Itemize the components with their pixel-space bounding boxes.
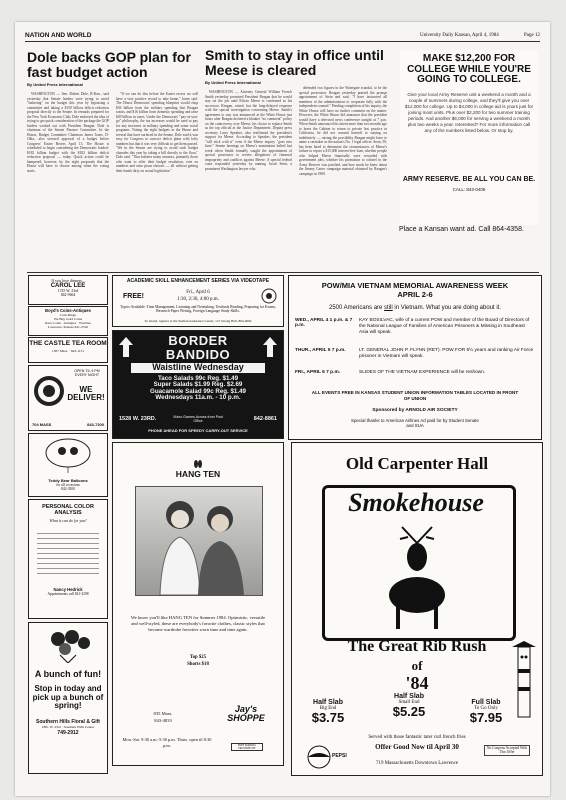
academic-skills-ad <box>112 275 284 327</box>
bandido-games: Video Games Across from Post Office <box>173 415 223 423</box>
smoke-served: Served with those fantastic tater curl french fries <box>368 735 466 740</box>
article-column: defended two figures in the Watergate scandal, to be the special prosecutor. Reagan yesterday praised the prompt appointment of Stein and said, "I have instructed all members of the administration to cooperate fully with the independent counsel." Pending completion of his inquiry, the White House will have no further comment on the matter. However, the White House did announce that the president would have a televised news conference tonight at 7 p.m. When Smith announced his intent more than two months ago to leave the Cabinet to return to private law practice in California, he did not commit himself to staying on indefinitely — raising the possibility Reagan might have to name a caretaker as the nation's No. 1 legal officer. Stein, 59, has been hired to determine the circumstances of Meese's failure to report a $15,000 interest-free loan, whether people who helped Meese financially were rewarded with government jobs, whether his promotion to colonel in the Army Reserve was justified, and how much he knew about the Jimmy Carter campaign material obtained by Reagan's campaign in 1980. <box>299 86 387 176</box>
hang-ten-photo <box>135 486 263 596</box>
rib-rush-of: of <box>411 658 423 673</box>
boyds-name: Boyd's Coins-Antiques <box>45 308 91 313</box>
pepsi-logo-icon <box>306 745 332 769</box>
totem-pole-icon <box>510 639 538 719</box>
newspaper-page <box>15 22 550 796</box>
we-deliver-ad <box>28 365 108 431</box>
hang-ten-ad <box>112 442 284 766</box>
carol-addr: 1745 W. 23rd <box>57 289 79 293</box>
bandido-carryout: PHONE AHEAD FOR SPEEDY CARRY-OUT SERVICE <box>148 428 248 433</box>
hang-ten-hours: Mon.-Sat. 9:30 a.m.-5:30 p.m. Thurs. open til 8:30 p.m. <box>122 737 212 748</box>
jays-shoppe-logo: Jay's SHOPPE <box>227 704 265 724</box>
page-header <box>25 32 540 42</box>
hang-ten-copy: We know you'll like HANG TEN for Summer 1984. Optimistic, versatile and well-styled, these are everybody's favorite clothes, classic styles that become wardrobe favorites worn time and time again. <box>130 615 266 632</box>
hang-ten-price: Top $25 <box>189 655 207 660</box>
teddy-text: for all occasions <box>56 483 80 487</box>
teddy-phone: 842-3500 <box>61 487 75 491</box>
pow-thanks: Special thanks to American Airlines Ad paid for by Student Senate and SUA <box>351 418 479 429</box>
carol-phone: 842-9664 <box>60 293 76 297</box>
skills-dates: Fri., April 6 <box>186 290 210 295</box>
color-sub: What it can do for you! <box>49 518 87 523</box>
color-name: Nancy Hedrick <box>53 587 83 592</box>
bandido-promo: Waistline Wednesday <box>131 363 265 372</box>
bandido-figure-icon <box>117 335 135 359</box>
boyds-address: Lawrence, Kansas 841-2316 <box>48 325 88 329</box>
byline: By United Press International <box>27 82 83 88</box>
army-body: Give your local Army Reserve unit a weekend a month and a couple of summers during college, and they'll give you over $12,000 for college. Up to $4,000 in college aid is yours just for joining most units. Plus over $2,200 for two summer training periods. And another $6,000 for serving a weekend a month plus two weeks a year. Interested? For more information call any of the numbers listed below. Or stop by. <box>404 91 534 133</box>
kansas-seal-icon <box>261 288 277 304</box>
skills-free: FREE! <box>123 293 144 300</box>
army-phone: CALL: 843-0405 <box>452 186 486 192</box>
flowers-headline: A bunch of fun! <box>34 669 102 679</box>
boyds-coins-ad <box>28 306 108 336</box>
menu-item: Guacamole Salad 99c Reg. $1.49 <box>150 387 246 395</box>
balloon-icon <box>38 437 98 473</box>
pow-location: ALL EVENTS FREE IN KANSAS STUDENT UNION INFORMATION TABLES LOCATED IN FRONT OF UNION <box>311 390 519 401</box>
price-item: Half Slab Big End $3.75 <box>311 699 345 726</box>
pizza-logo-icon <box>32 374 66 408</box>
models-photo-icon <box>136 487 262 595</box>
event-when: THUR., APRIL 5 7 p.m. <box>295 348 346 353</box>
deliver-phone: 843-7200 <box>87 422 104 427</box>
hang-ten-price: Shorts $18 <box>187 662 209 667</box>
smoke-address: 719 Massachusetts Downtown Lawrence <box>375 761 459 766</box>
skills-register: To attend, register at the Student Assistance Center, 121 Strong Hall, 864-4064 <box>144 319 252 323</box>
army-title: MAKE $12,200 FOR COLLEGE WHILE YOU'RE GOING TO COLLEGE. <box>407 53 531 85</box>
boyds-line: We Buy Gold Coins <box>53 317 83 321</box>
pepsi-label: PEPSI <box>332 753 347 759</box>
smoke-name: Smokehouse <box>348 488 484 517</box>
pow-dates: APRIL 2-6 <box>397 289 433 299</box>
rib-rush-headline: The Great Rib Rush <box>347 638 487 655</box>
rib-rush-year: '84 <box>405 673 429 693</box>
army-reserve-ad <box>400 50 538 225</box>
section-label: NATION AND WORLD <box>25 32 92 39</box>
story-smith <box>205 48 390 248</box>
classified-ad-line: Place a Kansan want ad. Call 864-4358. <box>399 226 524 233</box>
castle-tea-room-ad <box>28 337 108 363</box>
flower-bunch-icon <box>38 627 98 663</box>
skills-title: ACADEMIC SKILL ENHANCEMENT SERIES VIA VIDEOTAPE <box>126 278 270 284</box>
pow-still: still <box>384 304 393 311</box>
carol-name: CAROL LEE <box>50 283 86 289</box>
smoke-coupons: No Coupons Accepted With This Offer <box>484 745 530 756</box>
teddy-name: Teddy Bear Balloons <box>48 478 88 483</box>
article-column: WASHINGTON — Attorney General William French Smith yesterday promised President Reagan that he would stay on the job until Edwin Meese is confirmed as his successor. Reagan, raised, but the long-delayed response with the special investigation concerning Meese. Smith's agreement to stay was announced at the White House just hours after Reagan declared a blanket "no comment" policy on the controversy over Meese, his choice to replace Smith as the top official at the Justice Department. Deputy press secretary Larry Speakes, also reaffirmed the president's support for Meese. According to Speakes, the president "will stick with it" even if the Meese inquiry "goes into June." Senate hearings on Meese's nomination halted last week when Smith formally sought the appointment of special prosecutor to review allegations of financial impropriety and conflicts against Meese. A special federal court responded yesterday by naming Jacob Stein, a prominent Washington lawyer who <box>205 90 292 171</box>
paper-dateline: University Daily Kansan, April 4, 1984 <box>420 33 499 38</box>
pow-sponsor: Sponsored by ARNOLD AIR SOCIETY <box>372 408 458 413</box>
menu-item: Super Salads $1.99 Reg. $2.69 <box>153 381 243 389</box>
flowers-name: Southern Hills Floral & Gift <box>36 718 100 725</box>
deliver-address: 704 MASS <box>32 422 52 427</box>
menu-item: Wednesdays 11a.m. - 10 p.m. <box>155 394 241 402</box>
bandido-figure-icon <box>261 335 279 359</box>
article-column: "If we can do this before the Easter recess we will have a very positive record to take home," Jones said. The House Democrats' spending blueprint would chop $36 billion from the military spending that Reagan wants, and $16 billion from domestic spending and raise $49 billion in taxes. Under the Democrats' "pay-as-you-go" philosophy, the tax increases would be used to pay for any increases in military spending and some social programs. Noting the eight budgets in the House and several that have surfaced in the Senate, Dole said it was easy for Congress to concoct deficit plans with lofty numbers but that it was very difficult to get them passed. "We in the Senate are trying to avoid such budget charades this year by taking a bill directly to the floor," Dole said. "That bolsters many senators, primarily those who want to offer their budget resolution, vote on numbers and raise pious rhetoric — all without getting their hands dirty on actual legislation." <box>116 92 198 173</box>
article-column: WASHINGTON — Sen. Robert Dole, R-Kan., said yesterday that Senate leaders were trying to avoid "tinkering" on the budget this year by bypassing a committee and taking a $150 billion deficit reduction proposal directly to the Senate. In remarks prepared for the New York Economic Club, Dole endorsed the idea of trying to get quick consideration of the package the GOP leaders worked out with President Reagan. Dole is chairman of the Senate Finance Committee. In the House, Budget Committee Chairman James Jones, D-Okla., also stressed approval of a budget before Congress' Easter Recess April 13. The House is scheduled to begin considering the Democratic leaders' $182 billion budget with the $182 billion deficit reduction proposal — today. Quick action could be hampered, however, by the eight proposals that the House will have to choose among when the voting starts. <box>27 92 109 173</box>
hang-ten-address: 835 Mass. <box>153 711 173 716</box>
pow-mia-ad <box>288 275 542 440</box>
flowers-address: 1801 W. 23rd · Southern Hills Center <box>41 724 95 729</box>
event-when: WED., APRIL 4 1 p.m. & 7 p.m. <box>295 318 353 328</box>
flowers-tagline: Stop in today and pick up a bunch of spring! <box>32 684 104 711</box>
deliver-slogan: WE DELIVER! <box>67 385 105 403</box>
bandido-phone: 842-8861 <box>253 416 277 422</box>
smoke-top: Old Carpenter Hall <box>345 454 489 473</box>
headline: Dole backs GOP plan for fast budget action <box>27 49 191 80</box>
deliver-hours: OPEN TIL 9 PM EVERY NIGHT <box>74 369 100 377</box>
headline: Smith to stay in office until Meese is cleared <box>205 47 384 78</box>
bandido-name: BORDER BANDIDO <box>165 333 231 362</box>
divider <box>27 272 539 273</box>
event-what: LT. GENERAL JOHN P. FLYNN (RET). POW FOR 5½ years and ranking Air Force prisoner in Vietnam will speak. <box>359 348 534 359</box>
border-bandido-ad <box>112 330 284 439</box>
teddy-bear-balloons-ad <box>28 433 108 497</box>
castle-address: 1307 Mass. · 843-1151 <box>51 349 85 353</box>
flowers-phone: 749-2912 <box>57 729 79 736</box>
hang-ten-brand: HANG TEN <box>175 469 221 479</box>
soldier-illustration <box>213 251 289 271</box>
story-dole <box>27 50 199 275</box>
color-placeholder-lines <box>37 529 99 575</box>
event-when: FRI., APRIL 6 7 p.m. <box>295 370 341 375</box>
price-item: Half Slab Small End $5.25 <box>392 693 426 720</box>
castle-name: THE CASTLE TEA ROOM <box>29 340 107 347</box>
event-what: KAY BOSILVAC, wife of a current POW and member of the Board of Directors of the National League of Families of American Prisoners & Missing in Southeast Asia will speak. <box>359 318 530 335</box>
carol-lee-ad <box>28 275 108 305</box>
army-tagline: ARMY RESERVE. BE ALL YOU CAN BE. <box>402 175 536 183</box>
color-title: PERSONAL COLOR ANALYSIS <box>42 504 94 516</box>
carol-line: If you love dinners... <box>51 278 85 283</box>
elk-illustration-icon <box>362 523 472 633</box>
skills-times: 1:30, 2:30, 4:00 p.m. <box>177 297 219 302</box>
hang-ten-feet-logo-icon <box>192 457 204 469</box>
event-what: SLIDES OF THE VIETNAM EXPERIENCE will be reshown. <box>359 370 486 375</box>
southern-hills-floral-ad <box>28 622 108 774</box>
page-number: Page 12 <box>524 33 540 38</box>
bandido-menu <box>113 376 283 402</box>
smokehouse-ad <box>291 442 543 776</box>
byline: By United Press International <box>205 80 261 86</box>
color-analysis-ad <box>28 499 108 619</box>
hang-ten-phone: 843-4833 <box>154 718 172 723</box>
color-phone: Appointments call 841-3298 <box>47 592 89 596</box>
boyds-line: Rare Coins · Antiques · Watches <box>45 321 91 325</box>
pow-intro: 2500 Americans are still in Vietnam. What you are doing about it. <box>329 304 501 311</box>
parking-note: FREE PARKING PROVIDED BY <box>231 743 263 751</box>
skills-topics: Topics Available: Time Management, Listening and Notetaking, Textbook Reading, Preparing for Exams, Research Paper Writing, Foreign Language Study Skills. <box>120 305 276 314</box>
pow-title: POW/MIA VIETNAM MEMORIAL AWARENESS WEEK <box>321 281 509 290</box>
menu-item: Taco Salads 99c Reg. $1.49 <box>157 374 239 382</box>
boyds-line: Coin Rings <box>60 313 76 317</box>
smoke-offer: Offer Good Now til April 30 <box>375 743 459 751</box>
bandido-address: 1528 W. 23RD. <box>119 416 157 422</box>
price-item: Full Slab To Go Only $7.95 <box>469 699 503 726</box>
